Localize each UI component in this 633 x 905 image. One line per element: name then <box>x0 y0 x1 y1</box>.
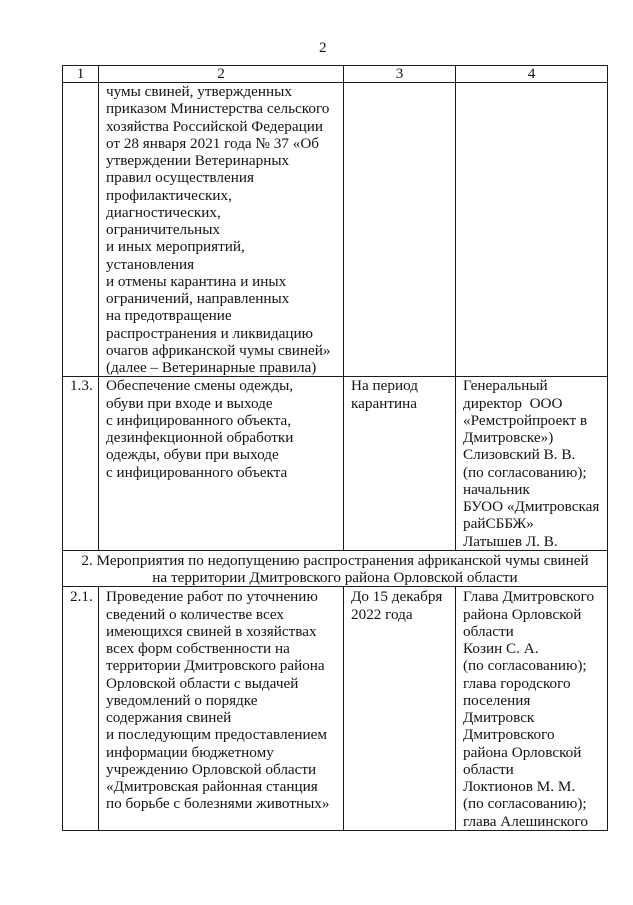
header-cell-2: 2 <box>99 66 344 83</box>
responsible-cell: Глава Дмитровского района Орловской области Козин С. А. (по согласованию); глава городского поселения Дмитровск Дмитровского района Орловской области Локтионов М. М. (по согласованию); глава Алешинского <box>456 587 608 831</box>
table-row <box>63 587 608 831</box>
deadline-cell: До 15 декабря 2022 года <box>344 587 456 831</box>
table-header-row <box>63 66 608 83</box>
measures-table <box>62 65 608 831</box>
deadline-cell: На период карантина <box>344 377 456 551</box>
measure-cell: Обеспечение смены одежды, обуви при входе и выходе с инфицированного объекта, дезинфекционной обработки одежды, обуви при выходе с инфицированного объекта <box>99 377 344 551</box>
section-title: 2. Мероприятия по недопущению распространения африканской чумы свиней на территории Дмитровского района Орловской области <box>63 550 608 587</box>
row-number-cell <box>63 83 99 377</box>
responsible-cell <box>456 83 608 377</box>
measure-cell: Проведение работ по уточнению сведений о количестве всех имеющихся свиней в хозяйствах всех форм собственности на территории Дмитровского района Орловской области с выдачей уведомлений о порядке содержания свиней и последующим предоставлением информации бюджетному учреждению Орловской области «Дмитровская районная станция по борьбе с болезнями животных» <box>99 587 344 831</box>
row-number-cell: 2.1. <box>63 587 99 831</box>
row-number-cell: 1.3. <box>63 377 99 551</box>
header-cell-1: 1 <box>63 66 99 83</box>
deadline-cell <box>344 83 456 377</box>
section-header-row <box>63 550 608 587</box>
header-cell-4: 4 <box>456 66 608 83</box>
measure-cell: чумы свиней, утвержденных приказом Министерства сельского хозяйства Российской Федерации от 28 января 2021 года № 37 «Об утверждении Ветеринарных правил осуществления профилактических, диагностических, ограничительных и иных мероприятий, установления и отмены карантина и иных ограничений, направленных на предотвращение распространения и ликвидацию очагов африканской чумы свиней» (далее – Ветеринарные правила) <box>99 83 344 377</box>
table-row <box>63 83 608 377</box>
table-row <box>63 377 608 551</box>
page-number: 2 <box>319 39 327 56</box>
header-cell-3: 3 <box>344 66 456 83</box>
responsible-cell: Генеральный директор ООО «Ремстройпроект в Дмитровске») Слизовский В. В. (по согласованию); начальник БУОО «Дмитровская райСББЖ» Латышев Л. В. <box>456 377 608 551</box>
